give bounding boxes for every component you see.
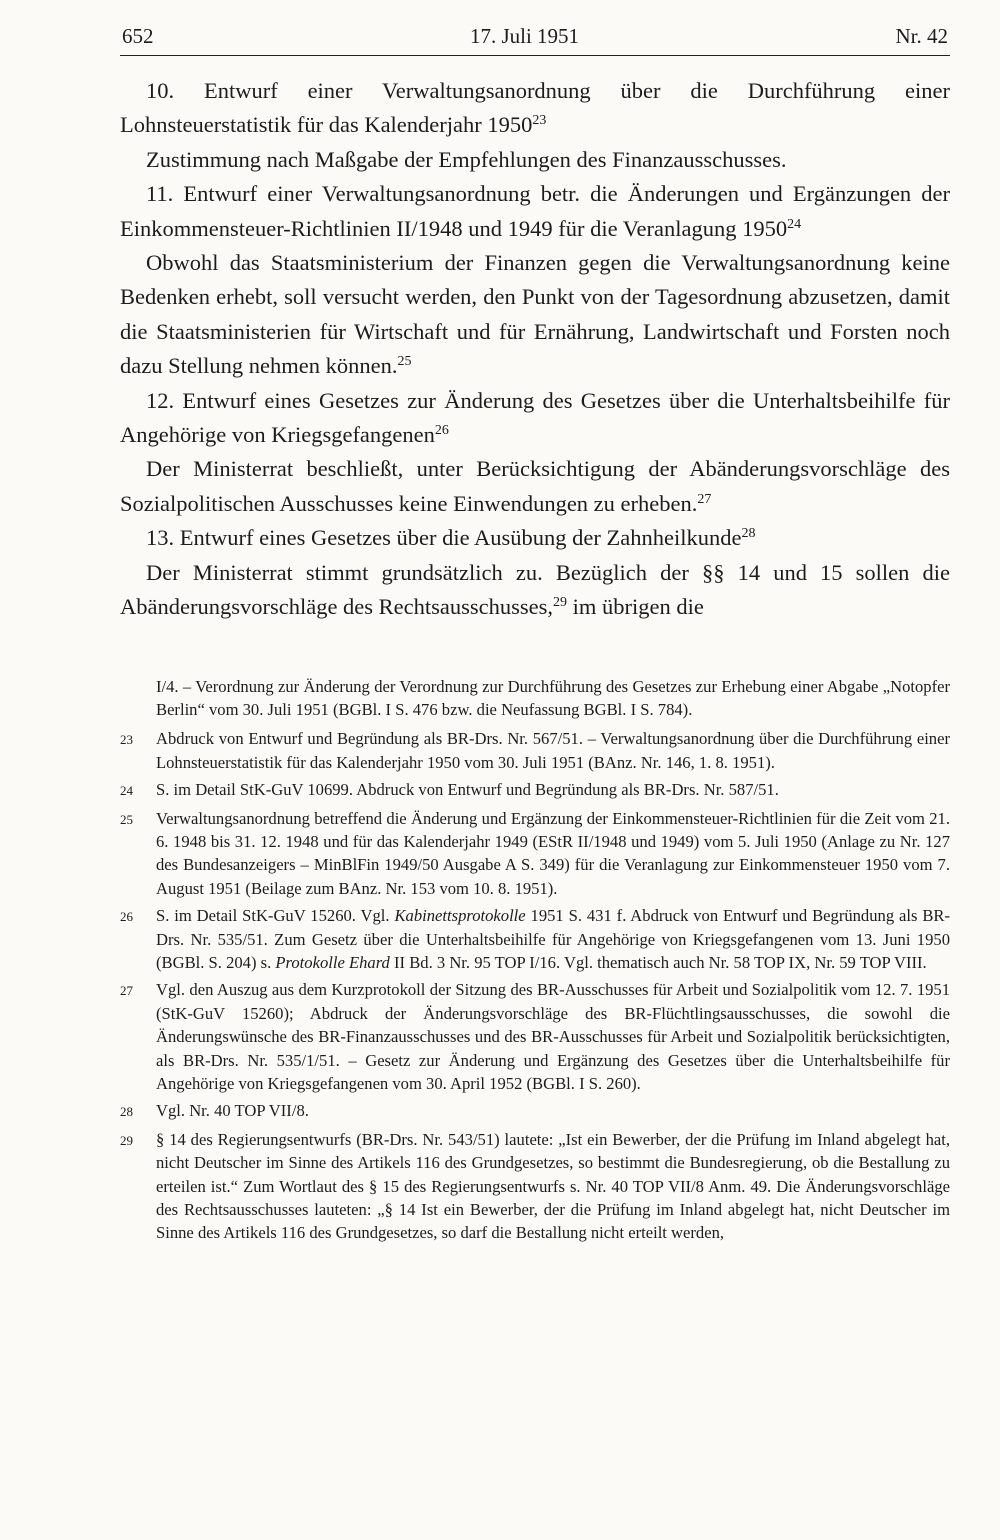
footnote-25: 25 Verwaltungsanordnung betreffend die Änderung und Ergänzung der Einkommensteuer-Richtlinien für die Zeit vom 21. 6. 1948 bis 31. 12. 1948 und für das Kalenderjahr 1949 (EStR II/1948 und 1949) vom 5. Juli 1950 (Anlage zu Nr. 127 des Bundesanzeigers – MinBlFin 1949/50 Ausgabe A S. 349) für die Veranlagung zur Einkommensteuer 1950 vom 7. August 1951 (Beilage zum BAnz. Nr. 153 vom 10. 8. 1951). xyxy=(120,808,950,898)
footnote-ref: 25 xyxy=(397,354,412,370)
header-issue: Nr. 42 xyxy=(895,24,948,48)
page-header xyxy=(120,24,950,56)
footnote-26: 26 S. im Detail StK-GuV 15260. Vgl. Kabinettsprotokolle 1951 S. 431 f. Abdruck von Entwurf und Begründung als BR-Drs. Nr. 535/51. Zum Gesetz über die Unterhaltsbeihilfe für Angehörige von Kriegsgefangenen vom 13. Juni 1950 (BGBl. S. 204) s. Protokolle Ehard II Bd. 3 Nr. 95 TOP I/16. Vgl. thematisch auch Nr. 58 TOP IX, Nr. 59 TOP VIII. xyxy=(120,906,950,972)
resolution-11: Obwohl das Staatsministerium der Finanzen gegen die Verwaltungsanordnung keine Bedenken erhebt, soll versucht werden, den Punkt von der Tagesordnung abzusetzen, damit die Staatsministerien für Wirtschaft und für Ernährung, Landwirtschaft und Forsten noch dazu Stellung nehmen können.$^{25}$ xyxy=(120,250,950,379)
footnote-27: 27 Vgl. den Auszug aus dem Kurzprotokoll der Sitzung des BR-Ausschusses für Arbeit und Sozialpolitik vom 12. 7. 1951 (StK-GuV 15260); Abdruck der Änderungsvorschläge des BR-Flüchtlingsausschusses, die sowohl die Änderungswünsche des BR-Finanzausschusses und des BR-Ausschusses für Arbeit und Sozialpolitik berücksichtigten, als BR-Drs. Nr. 535/1/51. – Gesetz zur Änderung und Ergänzung des Gesetzes über die Unterhaltsbeihilfe für Angehörige von Kriegsgefangenen vom 30. April 1952 (BGBl. I S. 260). xyxy=(120,980,950,1093)
main-text xyxy=(120,74,950,625)
footnotes xyxy=(120,675,950,1245)
footnote-ref: 27 xyxy=(697,491,712,507)
resolution-12: Der Ministerrat beschließt, unter Berücksichtigung der Abänderungsvorschläge des Sozialpolitischen Ausschusses keine Einwendungen zu erheben.$^{27}$ xyxy=(120,456,950,516)
footnote-23: 23 Abdruck von Entwurf und Begründung als BR-Drs. Nr. 567/51. – Verwaltungsanordnung über die Durchführung einer Lohnsteuerstatistik für das Kalenderjahr 1950 vom 30. Juli 1951 (BAnz. Nr. 146, 1. 8. 1951). xyxy=(120,729,950,772)
page-number: 652 xyxy=(122,24,154,48)
agenda-item-12: 12. Entwurf eines Gesetzes zur Änderung des Gesetzes über die Unterhaltsbeihilfe für Angehörige von Kriegsgefangenen$^{26}$ xyxy=(120,387,950,448)
agenda-item-10: 10. Entwurf einer Verwaltungsanordnung über die Durchführung einer Lohnsteuerstatistik für das Kalenderjahr 1950$^{23}$ xyxy=(120,78,950,138)
footnote-ref: 28 xyxy=(741,526,756,542)
footnote-29: 29 § 14 des Regierungsentwurfs (BR-Drs. Nr. 543/51) lautete: „Ist ein Bewerber, der die Prüfung im Inland abgelegt hat, nicht Deutscher im Sinne des Artikels 116 des Grundgesetzes, so bestimmt die Bundesregierung, ob die Bestallung zu erteilen ist.“ Zum Wortlaut des § 15 des Regierungsentwurfs s. Nr. 40 TOP VII/8 Anm. 49. Die Änderungsvorschläge des Rechtsausschusses lauteten: „§ 14 Ist ein Bewerber, der die Prüfung im Inland abgelegt hat, nicht Deutscher im Sinne des Artikels 116 des Grundgesetzes, so darf die Bestallung nicht erteilt werden, xyxy=(120,1129,950,1243)
footnote-ref: 29 xyxy=(553,595,568,611)
footnote-ref: 23 xyxy=(532,113,547,129)
footnote-continuation: I/4. – Verordnung zur Änderung der Verordnung zur Durchführung des Gesetzes zur Erhebung einer Abgabe „Notopfer Berlin“ vom 30. Juli 1951 (BGBl. I S. 476 bzw. die Neufassung BGBl. I S. 784). xyxy=(156,676,950,719)
document-page xyxy=(120,24,950,1249)
agenda-item-11: 11. Entwurf einer Verwaltungsanordnung betr. die Änderungen und Ergänzungen der Einkommensteuer-Richtlinien II/1948 und 1949 für die Veranlagung 1950$^{24}$ xyxy=(120,181,951,241)
header-date: 17. Juli 1951 xyxy=(469,24,580,48)
footnote-28: 28 Vgl. Nr. 40 TOP VII/8. xyxy=(120,1101,309,1121)
resolution-13: Der Ministerrat stimmt grundsätzlich zu. Bezüglich der §§ 14 und 15 sollen die Abänderungsvorschläge des Rechtsausschusses,$^{29}$ im übrigen die xyxy=(120,559,950,620)
footnote-24: 24 S. im Detail StK-GuV 10699. Abdruck von Entwurf und Begründung als BR-Drs. Nr. 587/51. xyxy=(120,780,779,800)
footnote-ref: 26 xyxy=(434,423,449,439)
agenda-item-13: 13. Entwurf eines Gesetzes über die Ausübung der Zahnheilkunde$^{28}$ xyxy=(146,525,756,551)
footnote-ref: 24 xyxy=(787,216,802,232)
resolution-10: Zustimmung nach Maßgabe der Empfehlungen des Finanzausschusses. xyxy=(146,146,787,172)
